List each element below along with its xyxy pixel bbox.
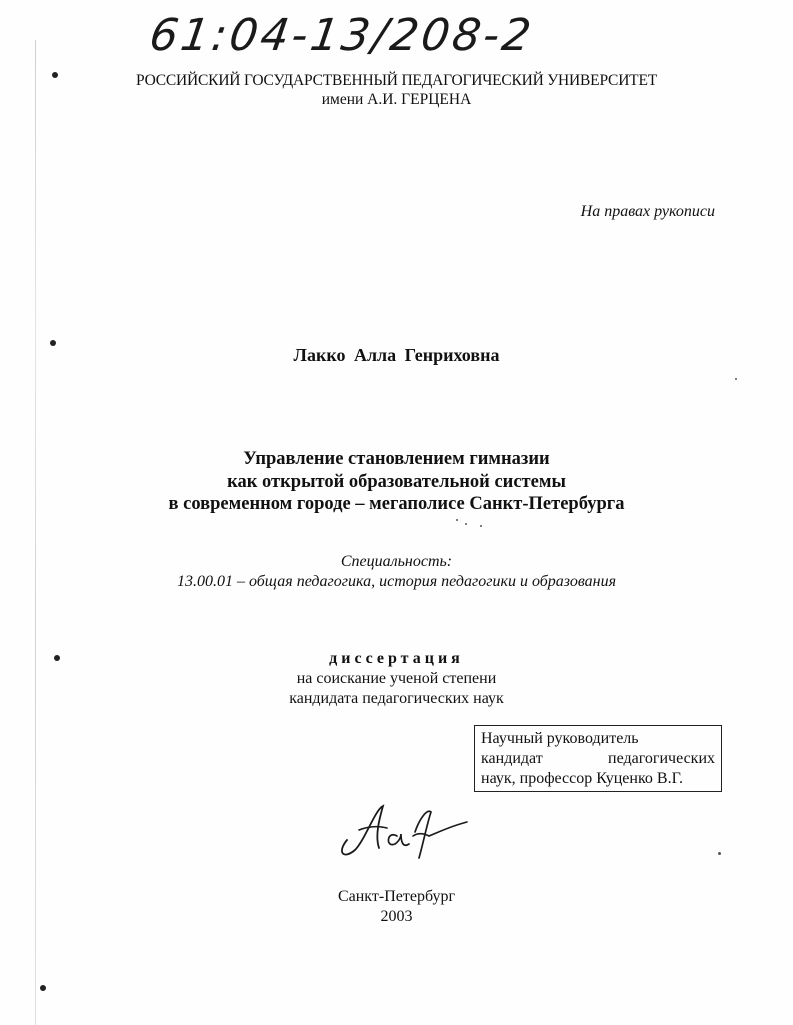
dissertation-field-line: кандидата педагогических наук — [289, 690, 504, 707]
title-line-1: Управление становлением гимназии — [243, 449, 550, 469]
archive-number: 61:04-13/208-2 — [146, 10, 537, 61]
dissertation-heading: диссертация — [329, 650, 464, 667]
scan-speck — [480, 525, 482, 527]
manuscript-note: На правах рукописи — [580, 203, 715, 220]
city: Санкт-Петербург — [337, 888, 456, 905]
supervisor-role: Научный руководитель — [481, 730, 639, 747]
supervisor-degree-left: кандидат — [481, 750, 543, 767]
scan-speck — [718, 852, 721, 855]
dissertation-degree-line: на соискание ученой степени — [296, 670, 497, 687]
supervisor-degree-right: педагогических — [608, 750, 715, 767]
scan-margin-line — [35, 40, 36, 1025]
university-name: РОССИЙСКИЙ ГОСУДАРСТВЕННЫЙ ПЕДАГОГИЧЕСКИЙ УНИВЕРСИТЕТ — [135, 72, 657, 89]
supervisor-box — [474, 725, 722, 792]
author-name: Лакко Алла Генриховна — [293, 345, 500, 365]
scan-speck — [465, 523, 467, 525]
specialty-value: 13.00.01 – общая педагогика, история педагогики и образования — [176, 573, 617, 590]
handwritten-signature — [335, 800, 475, 860]
punch-hole-mark — [40, 985, 46, 991]
title-line-3: в современном городе – мегаполисе Санкт-Петербурга — [168, 494, 625, 514]
supervisor-degree-line — [481, 749, 715, 769]
title-line-2: как открытой образовательной системы — [227, 472, 566, 492]
scan-speck — [456, 519, 458, 521]
university-named-after: имени А.И. ГЕРЦЕНА — [321, 91, 472, 108]
supervisor-name-line: наук, профессор Куценко В.Г. — [481, 770, 684, 787]
supervisor-text — [481, 729, 715, 789]
year: 2003 — [380, 908, 413, 925]
specialty-label: Специальность: — [340, 553, 453, 570]
scan-speck — [735, 378, 737, 380]
